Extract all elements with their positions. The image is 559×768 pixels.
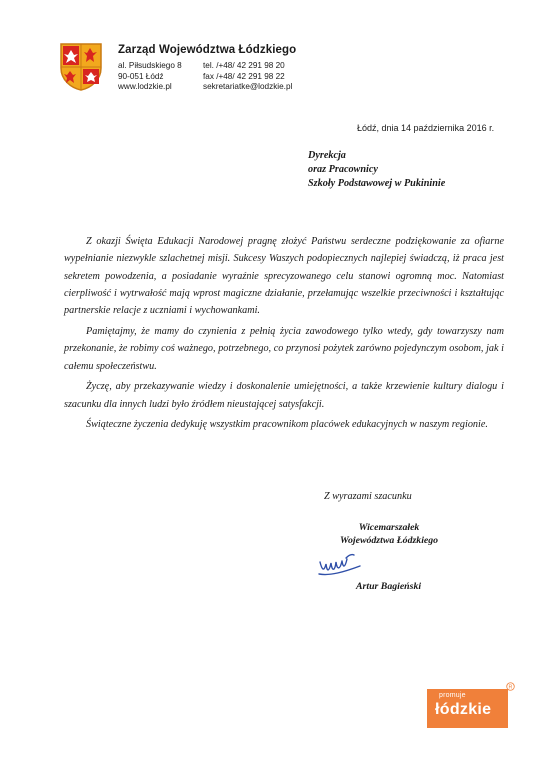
promo-logo-main-text: łódzkie [435,701,492,718]
recipient-line: Dyrekcja [308,150,346,161]
fax-number: fax /+48/ 42 291 98 22 [203,71,285,81]
svg-text:R: R [508,684,513,691]
body-paragraph: Z okazji Święta Edukacji Narodowej pragnę złożyć Państwu serdeczne podziękowanie za ofiarne wypełnianie niezwykle szlachetnej misji. Sukcesy Waszych podopiecznych najlepiej świadczą, iż praca jest sekretem powodzenia, a posiadanie wyraźnie sprecyzowanego celu stanowi ogromną moc. Natomiast cierpliwość i wytrwałość mają wprost magiczne działanie, przełamując wszelkie przeciwności i kształtując partnerskie relacje z uczniami i wychowankami. [64,236,504,317]
address-block [118,61,182,93]
body-paragraph: Pamiętajmy, że mamy do czynienia z pełnią życia zawodowego tylko wtedy, gdy towarzyszy nam przekonanie, że robimy coś ważnego, potrzebnego, co przynosi pożytek zarówno pojedynczym osobom, jak i całemu społeczeństwu. [64,325,504,372]
body-paragraph: Życzę, aby przekazywanie wiedzy i doskonalenie umiejętności, a także krzewienie kultury dialogu i szacunku dla innych ludzi było źródłem nieustającej satysfakcji. [64,381,504,410]
signer-name: Artur Bagieński [356,581,422,592]
closing-phrase: Z wyrazami szacunku [324,491,412,502]
letter-body [64,233,504,437]
recipient-block [308,149,445,191]
signer-title [340,521,438,547]
body-paragraph: Świąteczne życzenia dedykuję wszystkim pracownikom placówek edukacyjnych w naszym regionie. [86,419,488,431]
promo-logo [427,689,508,728]
letter-date: Łódź, dnia 14 października 2016 r. [357,123,495,133]
coat-of-arms-icon [59,42,103,92]
signer-title-line: Województwa Łódzkiego [340,535,439,546]
signer-title-line: Wicemarszałek [358,522,420,533]
registered-mark-icon [506,682,515,691]
email-link[interactable]: sekretariatke@lodzkie.pl [203,82,293,91]
website-link[interactable]: www.lodzkie.pl [118,82,172,91]
recipient-line: Szkoły Podstawowej w Pukininie [308,178,446,189]
contact-block [203,61,292,93]
promo-logo-small-text: promuje [439,692,466,699]
phone-number: tel. /+48/ 42 291 98 20 [203,61,285,70]
handwritten-signature [316,550,364,578]
recipient-line: oraz Pracownicy [308,164,378,175]
address-postal: 90-051 Łódź [118,71,164,81]
address-street: al. Piłsudskiego 8 [118,61,182,70]
organization-name: Zarząd Województwa Łódzkiego [118,44,297,56]
